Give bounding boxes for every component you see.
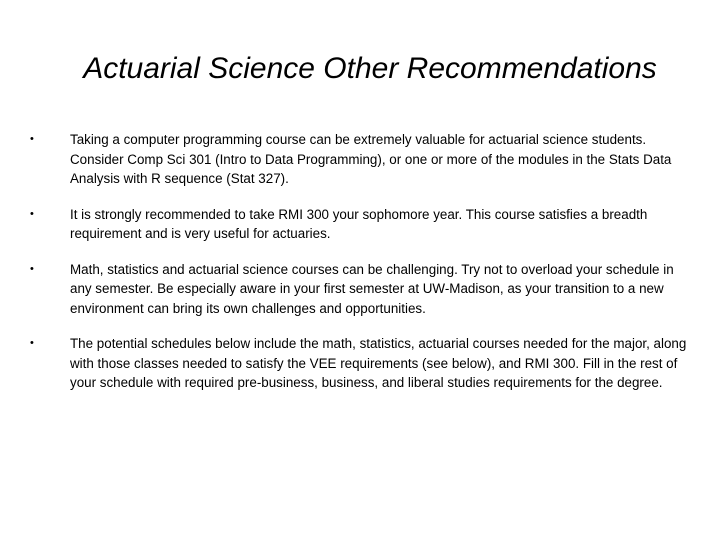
list-item xyxy=(30,205,690,244)
slide-title: Actuarial Science Other Recommendations xyxy=(83,52,657,85)
list-item xyxy=(30,260,690,319)
bullet-icon: • xyxy=(30,133,34,145)
bullet-text: Math, statistics and actuarial science courses can be challenging. Try not to overload your schedule in any semester. Be especially aware in your first semester at UW-Madison, as your transition to a new environment can bring its own challenges and opportunities. xyxy=(70,261,674,316)
list-item xyxy=(30,334,690,393)
bullet-list xyxy=(30,130,690,393)
bullet-text: It is strongly recommended to take RMI 300 your sophomore year. This course satisfies a breadth requirement and is very useful for actuaries. xyxy=(70,206,648,241)
bullet-text: The potential schedules below include the math, statistics, actuarial courses needed for the major, along with those classes needed to satisfy the VEE requirements (see below), and RMI 300. Fill in the rest of your schedule with required pre-business, business, and liberal studies requirements for the degree. xyxy=(70,336,687,390)
list-item xyxy=(30,130,690,189)
bullet-icon: • xyxy=(30,207,34,220)
bullet-icon: • xyxy=(30,262,34,275)
bullet-icon: • xyxy=(30,337,34,349)
bullet-text: Taking a computer programming course can be extremely valuable for actuarial science students. Consider Comp Sci 301 (Intro to Data Programming), or one or more of the modules in the Stats Data Analysis with R sequence (Stat 327). xyxy=(70,132,672,186)
